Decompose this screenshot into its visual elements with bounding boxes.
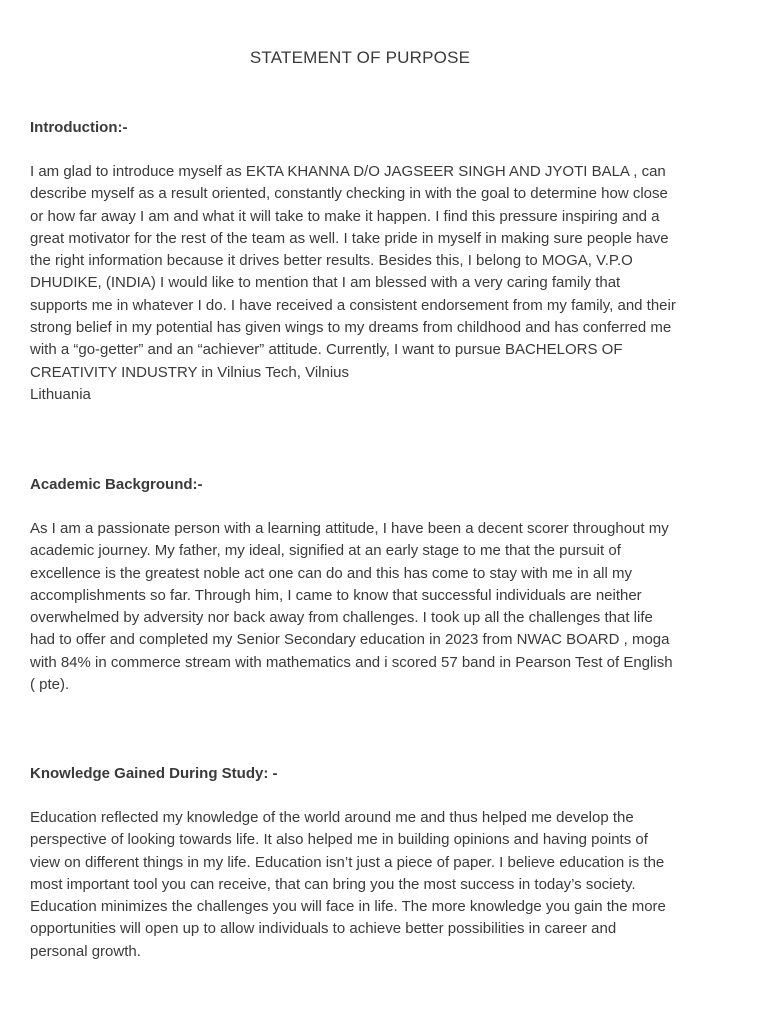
paragraph-line: ( pte). <box>30 676 70 694</box>
paragraph-line: view on different things in my life. Education isn’t just a piece of paper. I believe education is the <box>30 853 665 871</box>
section-heading-knowledge-gained: Knowledge Gained During Study: - <box>30 765 278 782</box>
paragraph-line: describe myself as a result oriented, constantly checking in with the goal to determine how close <box>30 185 668 203</box>
paragraph-line: Education minimizes the challenges you will face in life. The more knowledge you gain the more <box>30 898 666 916</box>
section-body-introduction <box>30 161 742 406</box>
document-title: STATEMENT OF PURPOSE <box>249 48 471 67</box>
paragraph-line: personal growth. <box>30 942 141 960</box>
paragraph-line: opportunities will open up to allow individuals to achieve better possibilities in career and <box>30 920 617 938</box>
paragraph-line: Lithuania <box>30 385 91 403</box>
section-body-knowledge-gained <box>30 807 742 963</box>
paragraph-line: the right information because it drives better results. Besides this, I belong to MOGA, V.P.O <box>30 252 633 270</box>
paragraph-line: Education reflected my knowledge of the world around me and thus helped me develop the <box>30 809 634 826</box>
paragraph-line: perspective of looking towards life. It also helped me in building opinions and having points of <box>30 831 648 849</box>
paragraph-line: excellence is the greatest noble act one can do and this has come to stay with me in all my <box>30 564 632 582</box>
paragraph-line: accomplishments so far. Through him, I came to know that successful individuals are neither <box>30 586 642 604</box>
paragraph-line: academic journey. My father, my ideal, signified at an early stage to me that the pursuit of <box>30 542 621 560</box>
section-heading-academic-background: Academic Background:- <box>30 476 203 493</box>
paragraph-line: most important tool you can receive, that can bring you the most success in today’s society. <box>30 875 636 893</box>
paragraph-line: I am glad to introduce myself as EKTA KHANNA D/O JAGSEER SINGH AND JYOTI BALA , can <box>30 163 666 180</box>
paragraph-line: or how far away I am and what it will take to make it happen. I find this pressure inspiring and a <box>30 207 660 225</box>
paragraph-line: overwhelmed by adversity nor back away from challenges. I took up all the challenges that life <box>30 609 653 627</box>
paragraph-line: great motivator for the rest of the team as well. I take pride in myself in making sure people have <box>30 229 669 247</box>
paragraph-line: strong belief in my potential has given wings to my dreams from childhood and has conferred me <box>30 319 672 337</box>
paragraph-line: with a “go-getter” and an “achiever” attitude. Currently, I want to pursue BACHELORS OF <box>30 341 623 359</box>
section-heading-introduction: Introduction:- <box>30 119 128 136</box>
paragraph-line: with 84% in commerce stream with mathematics and i scored 57 band in Pearson Test of English <box>30 653 673 671</box>
paragraph-line: As I am a passionate person with a learning attitude, I have been a decent scorer throughout my <box>30 520 669 537</box>
paragraph-line: CREATIVITY INDUSTRY in Vilnius Tech, Vilnius <box>30 363 350 381</box>
paragraph-line: supports me in whatever I do. I have received a consistent endorsement from my family, and their <box>30 296 676 314</box>
paragraph-line: had to offer and completed my Senior Secondary education in 2023 from NWAC BOARD , moga <box>30 631 670 649</box>
paragraph-line: DHUDIKE, (INDIA) I would like to mention that I am blessed with a very caring family that <box>30 274 621 292</box>
section-body-academic-background <box>30 518 742 696</box>
